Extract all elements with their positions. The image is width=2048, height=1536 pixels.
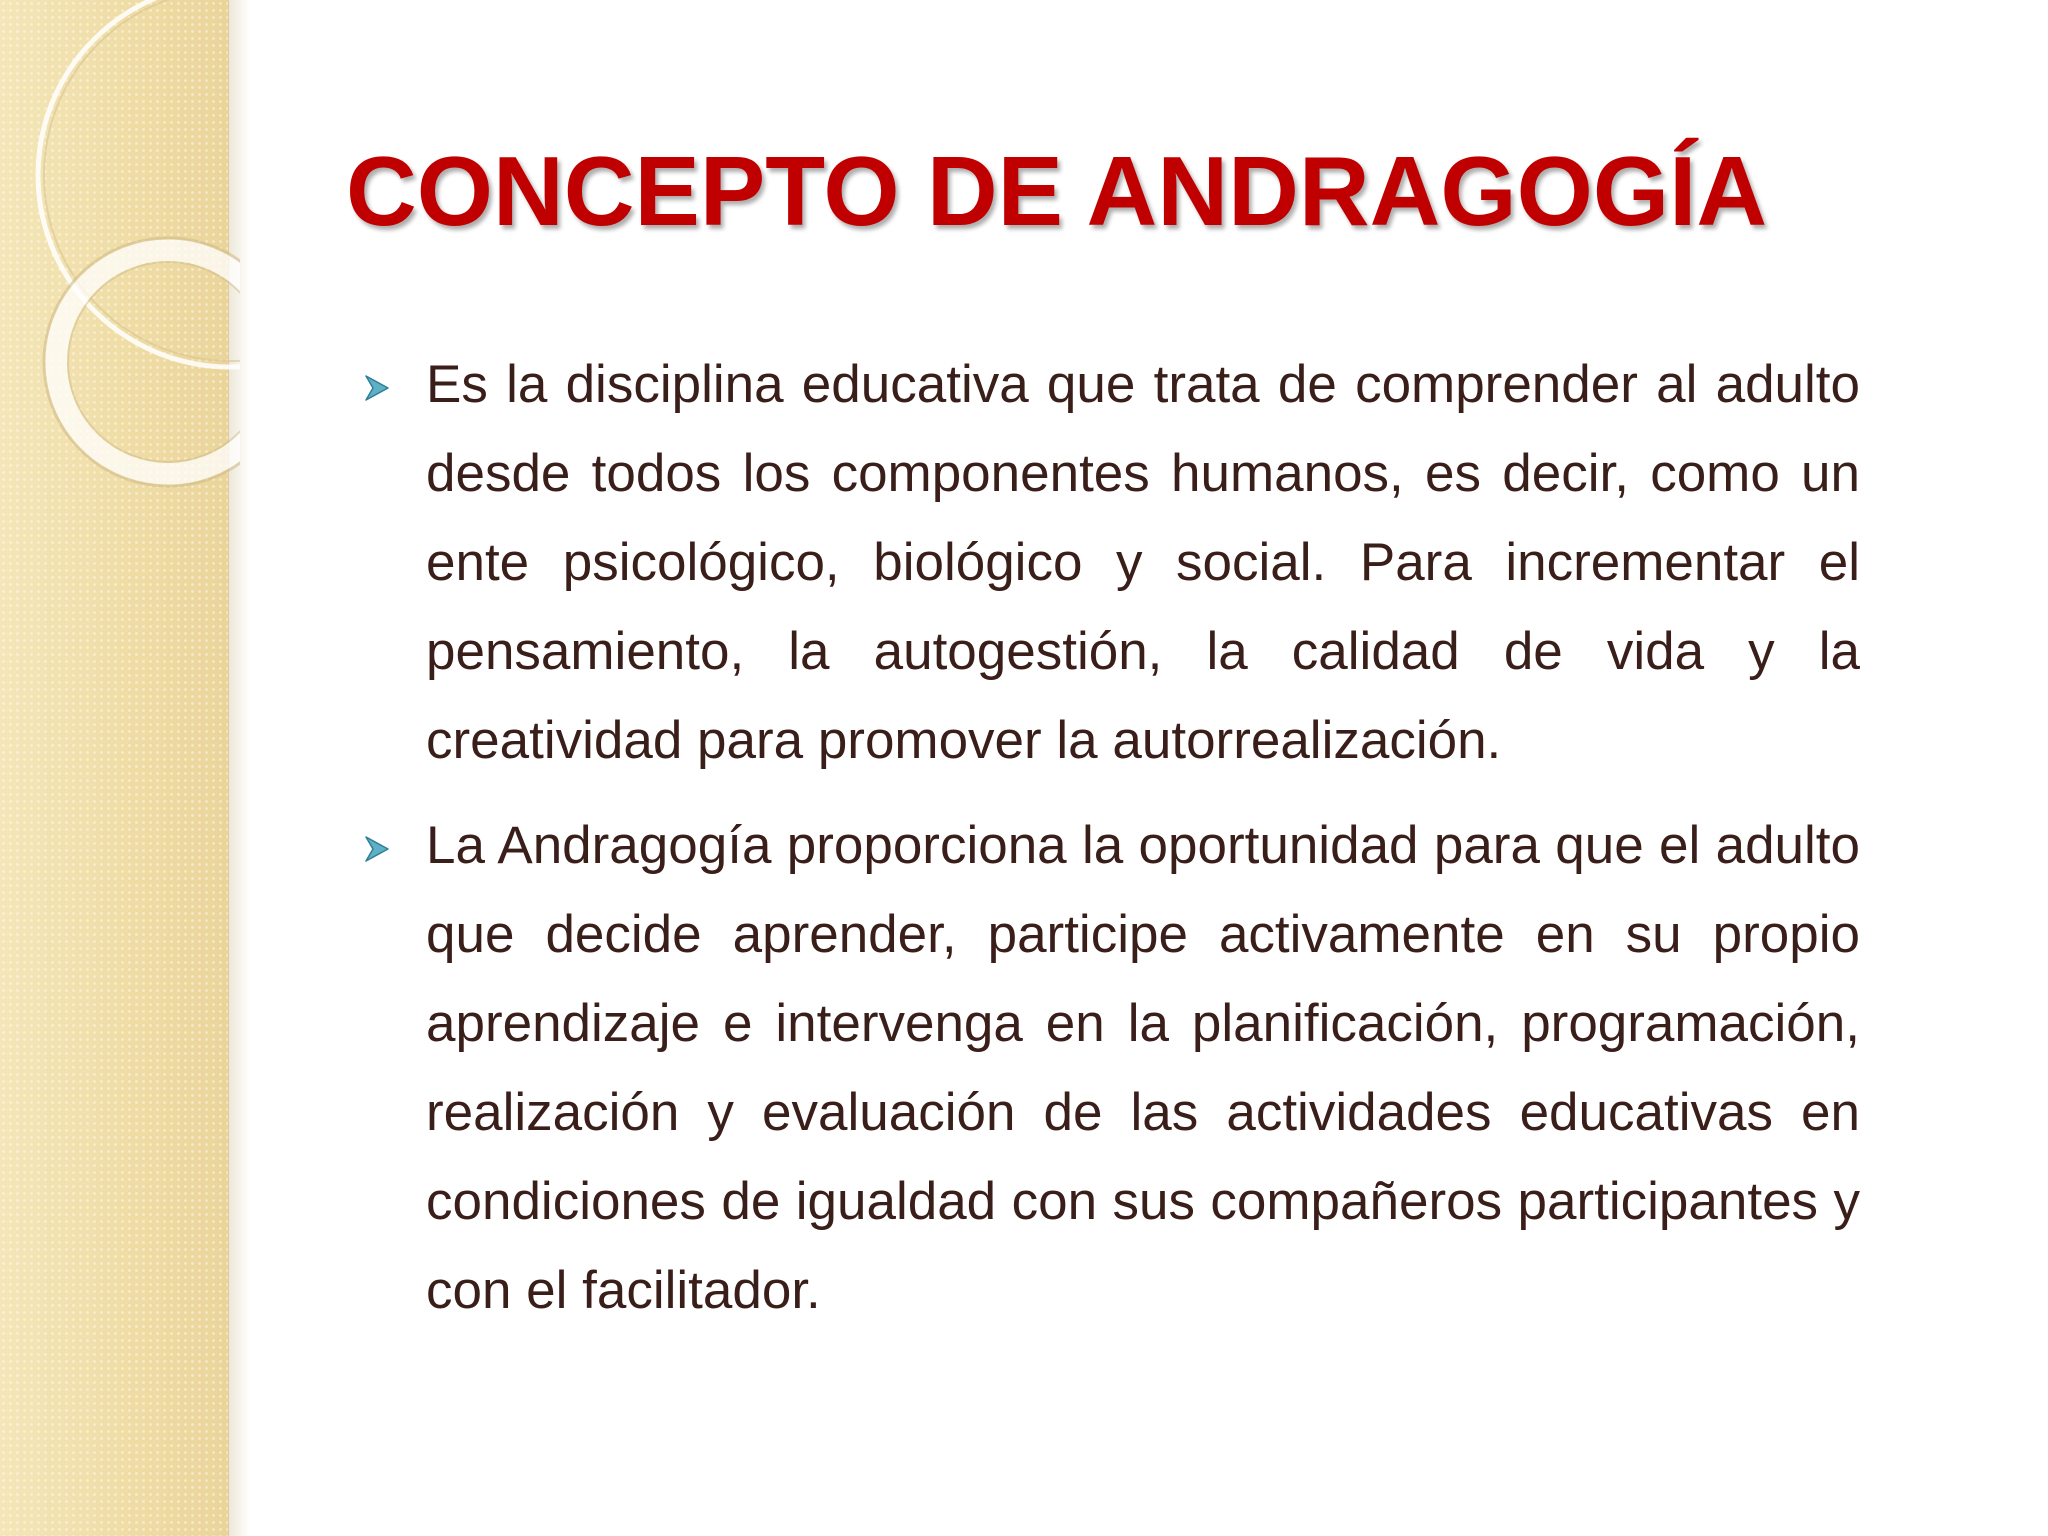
bullet-text: Es la disciplina educativa que trata de comprender al adulto desde todos los componentes humanos, es decir, como un ente psicológico, biológico y social. Para incrementar el pensamiento, la autogestión, la calidad de vida y la creatividad para promover la autorrealización. [426,355,1860,770]
bullet-item [360,801,1860,1335]
arrow-bullet-icon [364,374,390,402]
bullet-item [360,340,1860,785]
decorative-side-band [0,0,229,1536]
bullet-list [360,340,1860,1351]
slide-title: CONCEPTO DE ANDRAGOGÍA [346,136,1768,246]
bullet-text: La Andragogía proporciona la oportunidad para que el adulto que decide aprender, participe activamente en su propio aprendizaje e intervenga en la planificación, programación, realización y evaluación de las actividades educativas en condiciones de igualdad con sus compañeros participantes y con el facilitador. [426,816,1860,1320]
arrow-bullet-icon [364,835,390,863]
